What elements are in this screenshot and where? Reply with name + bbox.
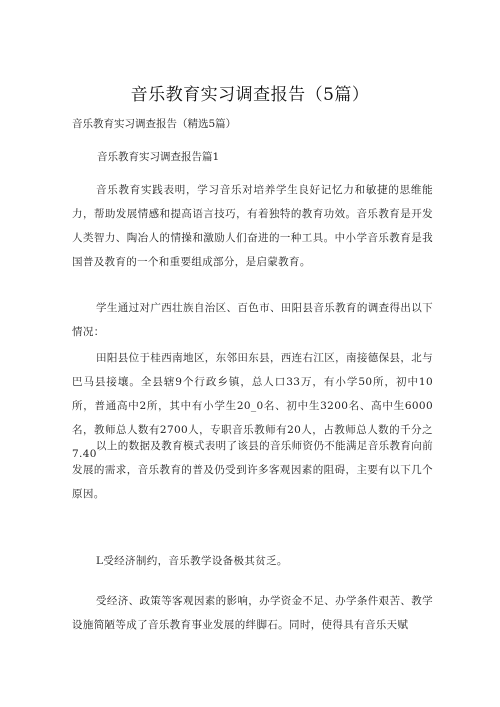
paragraph: L受经济制约，音乐教学设备极其贫乏。 (96, 555, 288, 567)
paragraph: 受经济、政策等客观因素的影响，办学资金不足、办学条件艰苦、教学设施简陋等成了音乐教育事业发展的绊脚石。同时，使得具有音乐天赋 (72, 595, 433, 631)
section-heading: 音乐教育实习调查报告篇1 (97, 151, 220, 163)
paragraph: 音乐教育实践表明，学习音乐对培养学生良好记忆力和敏捷的思维能力，帮助发展情感和提高语言技巧，有着独特的教育功效。音乐教育是开发人类智力、陶冶人的情操和激励人们奋进的一种工具。中小学音乐教育是我国普及教育的一个和重要组成部分，是启蒙教育。 (72, 184, 433, 268)
document-subtitle: 音乐教育实习调查报告（精选5篇） (72, 118, 237, 130)
document-title: 音乐教育实习调查报告（5篇） (130, 85, 370, 105)
paragraph: 以上的数据及教育模式表明了该县的音乐师资仍不能满足音乐教育向前发展的需求，音乐教育的普及仍受到许多客观因素的阻碍，主要有以下几个原因。 (72, 440, 433, 500)
paragraph: 学生通过对广西壮族自治区、百色市、田阳县音乐教育的调查得出以下情况： (72, 302, 433, 338)
paragraph: 田阳县位于桂西南地区，东邻田东县，西连右江区，南接德保县，北与巴马县接壤。全县辖9个行政乡镇，总人口33万，有小学50所，初中10所，普通高中2所，其中有小学生20_0名、初中生3200名、高中生6000名，教师总人数有2700人，专职音乐教师有20人，占教师总人数的千分之7.40 (72, 352, 433, 460)
